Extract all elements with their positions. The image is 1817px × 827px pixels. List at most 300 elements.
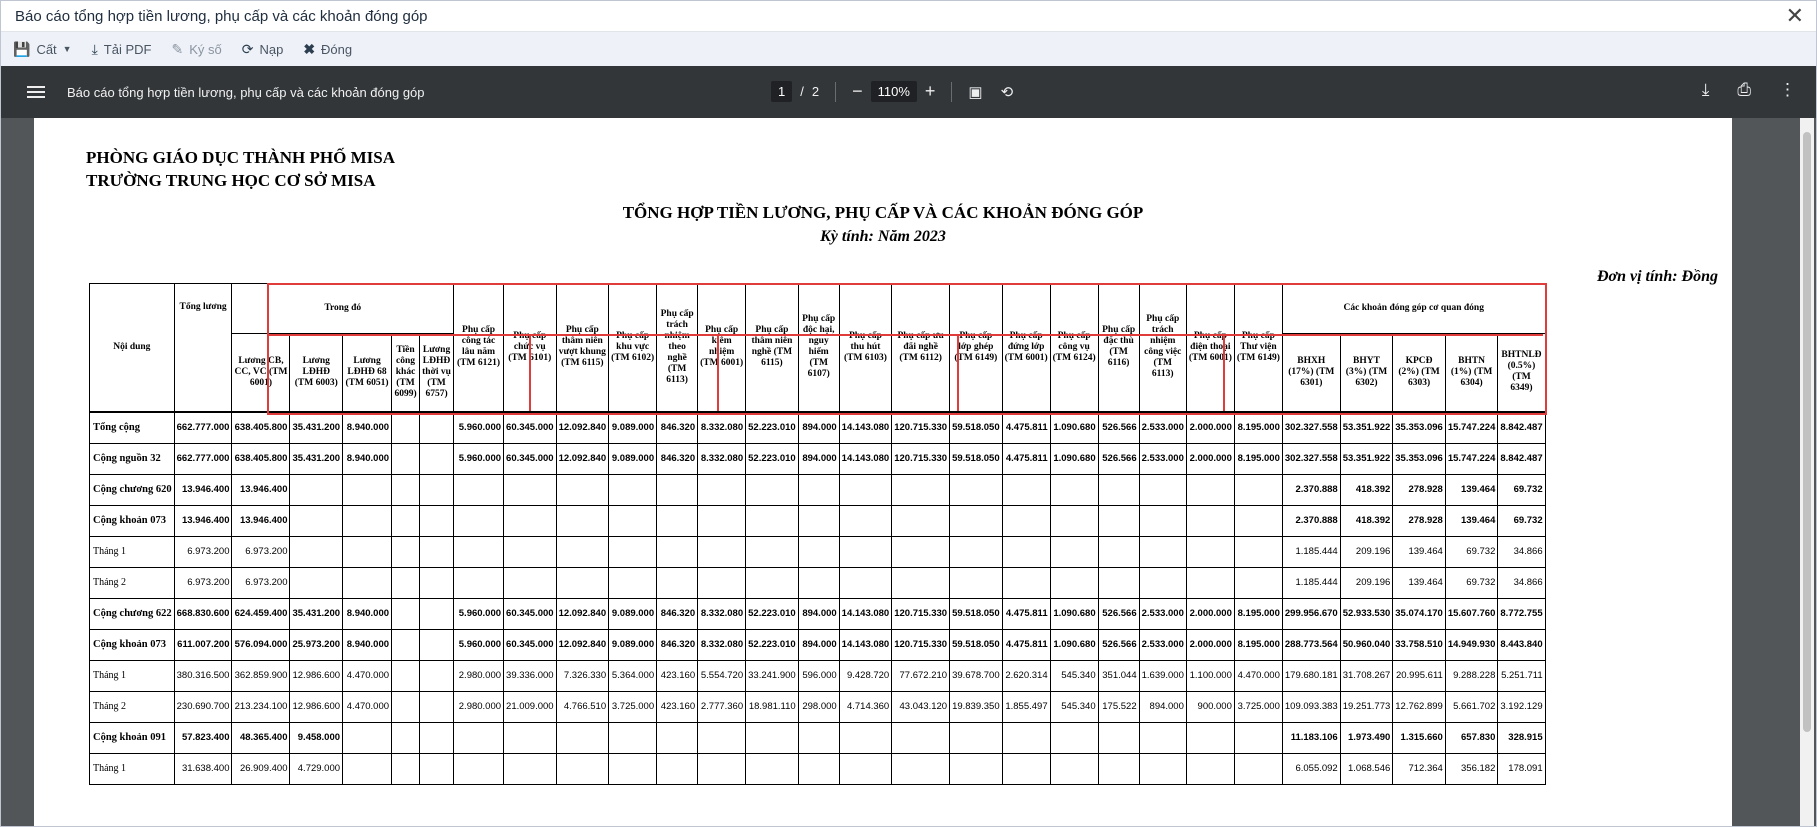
zoom-in-icon[interactable]: + (924, 81, 936, 101)
table-cell: 351.044 (1098, 660, 1139, 691)
table-cell (454, 722, 504, 753)
table-cell (504, 474, 557, 505)
table-cell (392, 753, 420, 784)
table-cell: 657.830 (1445, 722, 1498, 753)
table-cell: 53.351.922 (1340, 443, 1393, 474)
header-mid: Phụ cấp lớp ghép (TM 6149) (950, 284, 1003, 412)
table-row (90, 505, 1546, 536)
table-cell: 35.353.096 (1393, 412, 1446, 444)
table-cell: 33.758.510 (1393, 629, 1446, 660)
pdf-viewer (1, 66, 1816, 826)
header-sub: Lương LĐHĐ (TM 6003) (290, 334, 343, 412)
table-cell: 69.732 (1498, 505, 1545, 536)
table-cell (420, 660, 454, 691)
table-cell: 4.475.811 (1002, 629, 1050, 660)
table-cell: 14.143.080 (839, 412, 892, 444)
table-cell: 1.090.680 (1050, 412, 1098, 444)
table-cell: 611.007.200 (174, 629, 232, 660)
table-cell: 4.714.360 (839, 691, 892, 722)
table-cell: 299.956.670 (1282, 598, 1340, 629)
table-cell (1098, 567, 1139, 598)
table-cell (609, 567, 657, 598)
table-cell (504, 753, 557, 784)
table-cell: 846.320 (657, 629, 698, 660)
table-cell (657, 753, 698, 784)
close-button[interactable] (303, 41, 352, 58)
table-cell (1139, 753, 1186, 784)
table-cell: 57.823.400 (174, 722, 232, 753)
table-cell: 1.185.444 (1282, 567, 1340, 598)
header-mid: Phụ cấp công vụ (TM 6124) (1050, 284, 1098, 412)
table-cell: 526.566 (1098, 412, 1139, 444)
page-separator: / (800, 84, 804, 99)
table-cell (657, 505, 698, 536)
table-cell: 14.143.080 (839, 629, 892, 660)
window-title: Báo cáo tổng hợp tiền lương, phụ cấp và các khoản đóng góp (15, 7, 428, 25)
table-cell (420, 629, 454, 660)
save-label: Cất (36, 41, 57, 57)
header-sub: Lương LĐHĐ thời vụ (TM 6757) (420, 334, 454, 412)
table-cell: 5.960.000 (454, 598, 504, 629)
table-cell: 31.708.267 (1340, 660, 1393, 691)
table-cell: 59.518.050 (950, 629, 1003, 660)
more-options-icon[interactable]: ⋮ (1779, 80, 1796, 99)
row-label: Tháng 1 (90, 536, 175, 567)
table-cell (556, 753, 609, 784)
row-label: Cộng nguồn 32 (90, 443, 175, 474)
header-mid: Phụ cấp đặc thù (TM 6116) (1098, 284, 1139, 412)
table-cell: 35.431.200 (290, 412, 343, 444)
header-mid: Phụ cấp thâm niên nghề (TM 6115) (746, 284, 799, 412)
table-cell: 60.345.000 (504, 412, 557, 444)
table-cell (1139, 722, 1186, 753)
table-cell: 39.336.000 (504, 660, 557, 691)
table-cell: 6.973.200 (174, 567, 232, 598)
table-cell (657, 474, 698, 505)
table-cell: 5.251.711 (1498, 660, 1545, 691)
table-cell (1050, 567, 1098, 598)
table-cell (343, 753, 392, 784)
table-cell: 178.091 (1498, 753, 1545, 784)
table-cell: 50.960.040 (1340, 629, 1393, 660)
table-cell: 8.842.487 (1498, 443, 1545, 474)
table-cell (746, 536, 799, 567)
header-contrib: BHTN (1%) (TM 6304) (1445, 334, 1498, 412)
table-cell (1002, 474, 1050, 505)
table-cell (746, 753, 799, 784)
table-cell: 13.946.400 (174, 474, 232, 505)
table-cell: 8.195.000 (1234, 412, 1282, 444)
table-cell: 14.143.080 (839, 598, 892, 629)
table-cell: 109.093.383 (1282, 691, 1340, 722)
table-cell: 139.464 (1393, 567, 1446, 598)
save-icon: 💾 (13, 40, 31, 57)
table-cell: 8.940.000 (343, 598, 392, 629)
table-cell (504, 536, 557, 567)
table-cell: 12.762.899 (1393, 691, 1446, 722)
table-cell (1186, 753, 1234, 784)
table-cell (1234, 753, 1282, 784)
table-cell: 209.196 (1340, 536, 1393, 567)
download-icon[interactable]: ⤓ (1701, 80, 1710, 99)
table-cell: 12.092.840 (556, 598, 609, 629)
chevron-down-icon[interactable]: ▼ (62, 44, 72, 54)
table-cell: 120.715.330 (892, 412, 950, 444)
zoom-out-icon[interactable]: − (852, 81, 863, 101)
table-cell (657, 567, 698, 598)
table-cell: 48.365.400 (232, 722, 290, 753)
table-cell: 8.443.840 (1498, 629, 1545, 660)
table-cell: 2.777.360 (698, 691, 746, 722)
row-label: Cộng khoản 073 (90, 505, 175, 536)
pdf-toolbar (1, 66, 1816, 118)
table-cell: 12.092.840 (556, 629, 609, 660)
table-cell (1050, 536, 1098, 567)
table-cell: 8.940.000 (343, 629, 392, 660)
table-cell (504, 722, 557, 753)
table-cell (1098, 536, 1139, 567)
header-mid: Phụ cấp kiêm nhiệm (TM 6001) (698, 284, 746, 412)
table-cell: 423.160 (657, 660, 698, 691)
header-sub: Lương CB, CC, VC (TM 6001) (232, 334, 290, 412)
table-cell (1186, 536, 1234, 567)
table-cell: 894.000 (798, 598, 839, 629)
header-mid: Phụ cấp thu hút (TM 6103) (839, 284, 892, 412)
scrollbar-thumb[interactable] (1803, 132, 1811, 732)
page-navigator (771, 81, 1013, 102)
table-cell: 2.980.000 (454, 660, 504, 691)
table-cell: 8.772.755 (1498, 598, 1545, 629)
table-cell (892, 722, 950, 753)
table-cell (1098, 753, 1139, 784)
table-cell: 39.678.700 (950, 660, 1003, 691)
table-cell (1050, 505, 1098, 536)
table-cell: 6.973.200 (232, 567, 290, 598)
header-mid: Phụ cấp trách nhiệm công việc (TM 6113) (1139, 284, 1186, 412)
table-cell (950, 505, 1003, 536)
table-cell: 1.973.490 (1340, 722, 1393, 753)
table-cell: 8.332.080 (698, 412, 746, 444)
table-cell: 120.715.330 (892, 629, 950, 660)
table-cell (839, 722, 892, 753)
refresh-icon: ⟳ (241, 40, 254, 57)
report-unit: Đơn vị tính: Đồng (1596, 268, 1718, 285)
table-cell: 26.909.400 (232, 753, 290, 784)
table-cell (290, 536, 343, 567)
table-cell (392, 691, 420, 722)
header-contrib: BHTNLĐ (0.5%) (TM 6349) (1498, 334, 1545, 412)
table-cell: 5.960.000 (454, 629, 504, 660)
table-row (90, 753, 1546, 784)
save-button[interactable] (13, 41, 72, 58)
table-cell: 1.090.680 (1050, 443, 1098, 474)
rotate-icon[interactable]: ⟲ (1000, 83, 1014, 101)
table-cell: 9.089.000 (609, 412, 657, 444)
table-cell (392, 722, 420, 753)
table-cell (746, 505, 799, 536)
table-cell: 712.364 (1393, 753, 1446, 784)
pdf-actions (1702, 80, 1796, 100)
table-cell (343, 722, 392, 753)
table-cell (1050, 722, 1098, 753)
reload-label: Nạp (259, 41, 284, 57)
table-cell (1186, 567, 1234, 598)
table-cell (1002, 753, 1050, 784)
table-cell (950, 753, 1003, 784)
table-cell: 33.241.900 (746, 660, 799, 691)
table-cell: 8.332.080 (698, 598, 746, 629)
table-cell: 60.345.000 (504, 629, 557, 660)
table-cell: 3.725.000 (609, 691, 657, 722)
table-cell: 894.000 (798, 443, 839, 474)
table-cell: 2.980.000 (454, 691, 504, 722)
header-trong-do: Trong đó (232, 284, 454, 334)
row-label: Tháng 2 (90, 691, 175, 722)
table-cell: 638.405.800 (232, 412, 290, 444)
table-cell (454, 505, 504, 536)
table-cell: 526.566 (1098, 443, 1139, 474)
table-row (90, 660, 1546, 691)
close-label: Đóng (321, 41, 353, 57)
row-label: Cộng chương 622 (90, 598, 175, 629)
table-cell (839, 536, 892, 567)
table-cell: 6.055.092 (1282, 753, 1340, 784)
table-cell: 209.196 (1340, 567, 1393, 598)
table-cell (420, 722, 454, 753)
table-cell (698, 753, 746, 784)
table-cell (556, 722, 609, 753)
table-cell: 662.777.000 (174, 412, 232, 444)
table-cell: 52.223.010 (746, 412, 799, 444)
table-cell: 9.458.000 (290, 722, 343, 753)
pdf-title: Báo cáo tổng hợp tiền lương, phụ cấp và các khoản đóng góp (67, 84, 425, 100)
table-cell (798, 505, 839, 536)
divider (835, 82, 836, 102)
table-cell: 418.392 (1340, 505, 1393, 536)
table-cell (798, 536, 839, 567)
table-cell (698, 567, 746, 598)
table-cell (454, 753, 504, 784)
table-cell: 69.732 (1498, 474, 1545, 505)
table-cell (1050, 753, 1098, 784)
table-cell (698, 536, 746, 567)
table-cell (839, 505, 892, 536)
table-row (90, 567, 1546, 598)
row-label: Cộng khoản 073 (90, 629, 175, 660)
table-cell: 25.973.200 (290, 629, 343, 660)
table-cell (1050, 474, 1098, 505)
table-cell: 15.747.224 (1445, 412, 1498, 444)
table-cell: 668.830.600 (174, 598, 232, 629)
table-cell: 302.327.558 (1282, 412, 1340, 444)
reload-button[interactable] (242, 41, 284, 58)
download-pdf-button[interactable] (92, 41, 152, 58)
table-cell (1234, 722, 1282, 753)
table-cell: 59.518.050 (950, 443, 1003, 474)
table-cell: 139.464 (1393, 536, 1446, 567)
table-cell (798, 753, 839, 784)
table-cell: 5.960.000 (454, 443, 504, 474)
table-cell: 13.946.400 (232, 474, 290, 505)
table-cell: 638.405.800 (232, 443, 290, 474)
table-cell: 624.459.400 (232, 598, 290, 629)
table-cell (454, 536, 504, 567)
table-cell (892, 567, 950, 598)
table-cell (420, 598, 454, 629)
table-cell (556, 536, 609, 567)
table-cell (698, 722, 746, 753)
signature-icon: ✎ (171, 40, 184, 57)
table-cell: 9.089.000 (609, 443, 657, 474)
table-cell: 52.223.010 (746, 629, 799, 660)
close-icon: ✖ (303, 40, 316, 57)
table-cell: 7.326.330 (556, 660, 609, 691)
table-cell (392, 598, 420, 629)
table-cell: 576.094.000 (232, 629, 290, 660)
table-cell: 8.195.000 (1234, 443, 1282, 474)
table-cell: 213.234.100 (232, 691, 290, 722)
header-mid: Phụ cấp độc hại, nguy hiểm (TM 6107) (798, 284, 839, 412)
table-cell: 35.074.170 (1393, 598, 1446, 629)
table-cell: 4.470.000 (1234, 660, 1282, 691)
table-cell: 43.043.120 (892, 691, 950, 722)
table-cell: 139.464 (1445, 474, 1498, 505)
table-cell (1139, 505, 1186, 536)
table-cell: 14.143.080 (839, 443, 892, 474)
table-cell: 20.995.611 (1393, 660, 1446, 691)
table-cell: 526.566 (1098, 598, 1139, 629)
table-cell: 31.638.400 (174, 753, 232, 784)
table-cell: 53.351.922 (1340, 412, 1393, 444)
table-cell: 545.340 (1050, 691, 1098, 722)
header-sub: Lương LĐHĐ 68 (TM 6051) (343, 334, 392, 412)
table-cell: 1.068.546 (1340, 753, 1393, 784)
row-label: Cộng khoản 091 (90, 722, 175, 753)
table-cell (556, 474, 609, 505)
table-cell: 19.839.350 (950, 691, 1003, 722)
table-cell: 5.960.000 (454, 412, 504, 444)
divider (951, 82, 952, 102)
sign-button[interactable] (171, 41, 221, 58)
table-cell: 35.431.200 (290, 598, 343, 629)
row-label: Tháng 1 (90, 753, 175, 784)
table-cell (504, 567, 557, 598)
row-label: Cộng chương 620 (90, 474, 175, 505)
page-total: 2 (811, 84, 820, 99)
download-pdf-label: Tải PDF (103, 41, 152, 57)
table-cell (892, 753, 950, 784)
row-label: Tổng cộng (90, 412, 175, 444)
table-cell (1002, 505, 1050, 536)
table-cell: 8.195.000 (1234, 629, 1282, 660)
table-cell: 13.946.400 (174, 505, 232, 536)
table-cell: 1.855.497 (1002, 691, 1050, 722)
table-cell: 423.160 (657, 691, 698, 722)
table-cell (392, 412, 420, 444)
table-cell: 278.928 (1393, 474, 1446, 505)
zoom-input[interactable]: 110% (871, 81, 917, 102)
menu-icon[interactable] (27, 86, 45, 98)
table-cell (420, 753, 454, 784)
table-cell: 120.715.330 (892, 443, 950, 474)
table-cell (746, 567, 799, 598)
table-row (90, 629, 1546, 660)
header-contrib: BHYT (3%) (TM 6302) (1340, 334, 1393, 412)
table-cell: 9.089.000 (609, 629, 657, 660)
print-icon[interactable]: ⎙ (1737, 80, 1751, 99)
table-cell (1186, 505, 1234, 536)
table-cell (1098, 474, 1139, 505)
header-mid: Phụ cấp trách nhiệm theo nghề (TM 6113) (657, 284, 698, 412)
table-cell: 60.345.000 (504, 598, 557, 629)
row-label: Tháng 2 (90, 567, 175, 598)
table-cell (950, 474, 1003, 505)
header-mid: Phụ cấp khu vực (TM 6102) (609, 284, 657, 412)
table-cell: 9.428.720 (839, 660, 892, 691)
table-cell (454, 567, 504, 598)
table-cell (1234, 567, 1282, 598)
table-cell: 362.859.900 (232, 660, 290, 691)
header-contrib: BHXH (17%) (TM 6301) (1282, 334, 1340, 412)
table-cell (420, 412, 454, 444)
table-cell: 139.464 (1445, 505, 1498, 536)
org-department: PHÒNG GIÁO DỤC THÀNH PHỐ MISA (86, 148, 396, 167)
window-close-icon[interactable]: ✕ (1785, 3, 1804, 28)
table-cell (392, 660, 420, 691)
table-cell (420, 691, 454, 722)
table-cell: 526.566 (1098, 629, 1139, 660)
table-cell (1002, 567, 1050, 598)
vertical-scrollbar[interactable] (1800, 118, 1814, 826)
table-cell: 356.182 (1445, 753, 1498, 784)
table-cell: 2.533.000 (1139, 412, 1186, 444)
action-toolbar (1, 32, 1816, 67)
table-cell (1139, 474, 1186, 505)
table-cell (392, 443, 420, 474)
table-cell (1139, 567, 1186, 598)
table-cell: 4.766.510 (556, 691, 609, 722)
fit-page-icon[interactable]: ▣ (968, 83, 983, 101)
table-cell: 11.183.106 (1282, 722, 1340, 753)
table-cell (839, 753, 892, 784)
table-cell: 545.340 (1050, 660, 1098, 691)
table-cell (1002, 722, 1050, 753)
header-mid: Phụ cấp công tác lâu năm (TM 6121) (454, 284, 504, 412)
table-cell (746, 474, 799, 505)
table-cell (1234, 474, 1282, 505)
table-cell: 5.661.702 (1445, 691, 1498, 722)
page-number-input[interactable]: 1 (771, 81, 792, 102)
table-cell: 596.000 (798, 660, 839, 691)
table-cell (892, 505, 950, 536)
table-cell: 8.940.000 (343, 412, 392, 444)
table-cell: 662.777.000 (174, 443, 232, 474)
table-cell: 52.933.530 (1340, 598, 1393, 629)
table-cell (609, 536, 657, 567)
table-cell: 4.475.811 (1002, 443, 1050, 474)
table-cell: 4.729.000 (290, 753, 343, 784)
table-cell: 175.522 (1098, 691, 1139, 722)
table-cell (420, 567, 454, 598)
header-mid: Phụ cấp Thư viện (TM 6149) (1234, 284, 1282, 412)
table-cell (609, 722, 657, 753)
table-cell (698, 474, 746, 505)
table-cell: 2.533.000 (1139, 443, 1186, 474)
table-cell: 59.518.050 (950, 598, 1003, 629)
table-cell (420, 536, 454, 567)
table-cell (420, 474, 454, 505)
table-cell (609, 505, 657, 536)
